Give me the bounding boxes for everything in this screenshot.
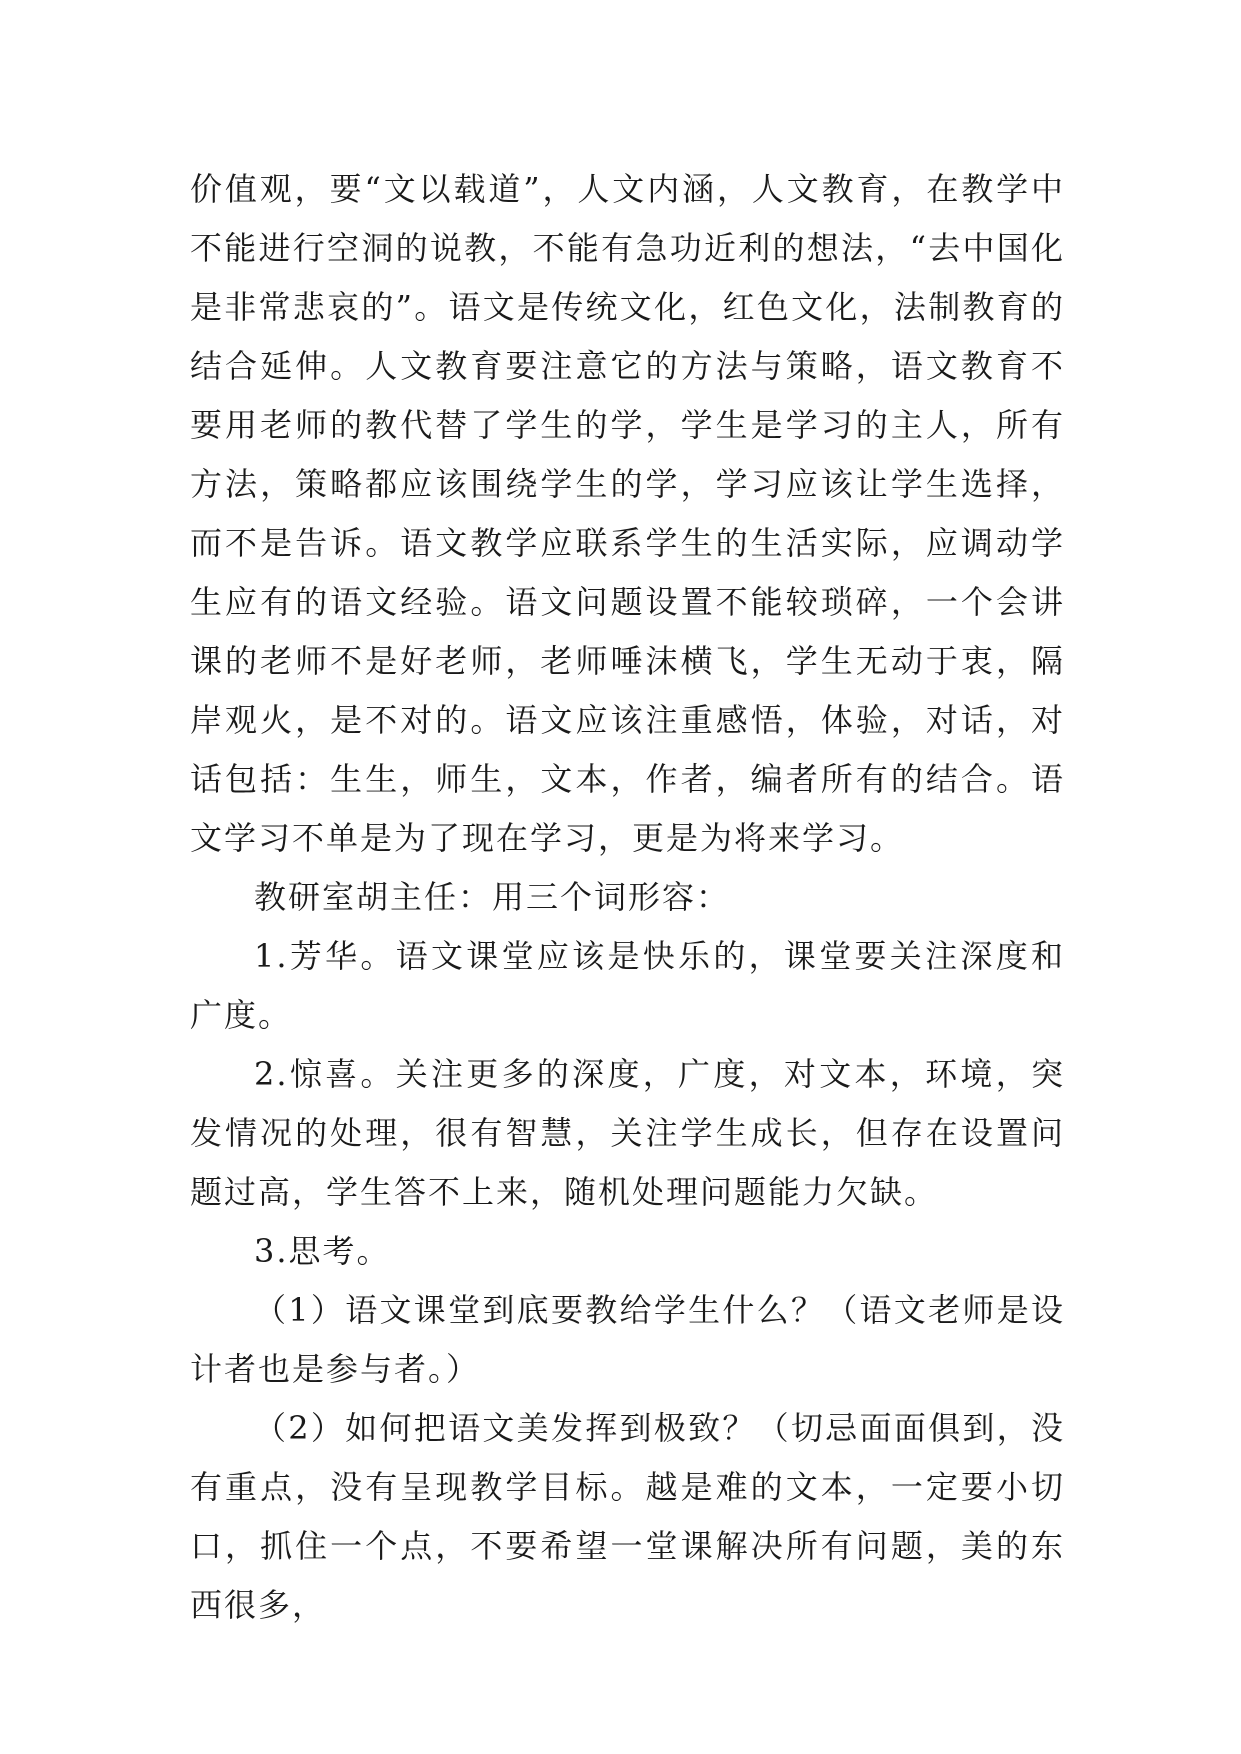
list-item-3: 3.思考。 xyxy=(254,1232,391,1270)
body-paragraph: 价值观，要“文以载道”，人文内涵，人文教育，在教学中不能进行空洞的说教，不能有急功近利的想法，“去中国化是非常悲哀的”。语文是传统文化，红色文化，法制教育的结合延伸。人文教育要注意它的方法与策略，语文教育不要用老师的教代替了学生的学，学生是学习的主人，所有方法，策略都应该围绕学生的学，学习应该让学生选择，而不是告诉。语文教学应联系学生的生活实际，应调动学生应有的语文经验。语文问题设置不能较琐碎，一个会讲课的老师不是好老师，老师唾沫横飞，学生无动于衷，隔岸观火，是不对的。语文应该注重感悟，体验，对话，对话包括：生生，师生，文本，作者，编者所有的结合。语文学习不单是为了现在学习，更是为将来学习。 xyxy=(190,170,1065,857)
paragraph-section-heading: 教研室胡主任：用三个词形容： xyxy=(254,878,731,916)
sub-item-2: （2）如何把语文美发挥到极致？（切忌面面俱到，没有重点，没有呈现教学目标。越是难的文本，一定要小切口，抓住一个点，不要希望一堂课解决所有问题，美的东西很多， xyxy=(190,1409,1065,1624)
document-page xyxy=(190,160,1065,1635)
list-item-1: 1.芳华。语文课堂应该是快乐的，课堂要关注深度和广度。 xyxy=(190,937,1065,1034)
sub-item-1: （1）语文课堂到底要教给学生什么？（语文老师是设计者也是参与者。） xyxy=(190,1291,1065,1388)
list-item-2: 2.惊喜。关注更多的深度，广度，对文本，环境，突发情况的处理，很有智慧，关注学生成长，但存在设置问题过高，学生答不上来，随机处理问题能力欠缺。 xyxy=(190,1055,1065,1211)
